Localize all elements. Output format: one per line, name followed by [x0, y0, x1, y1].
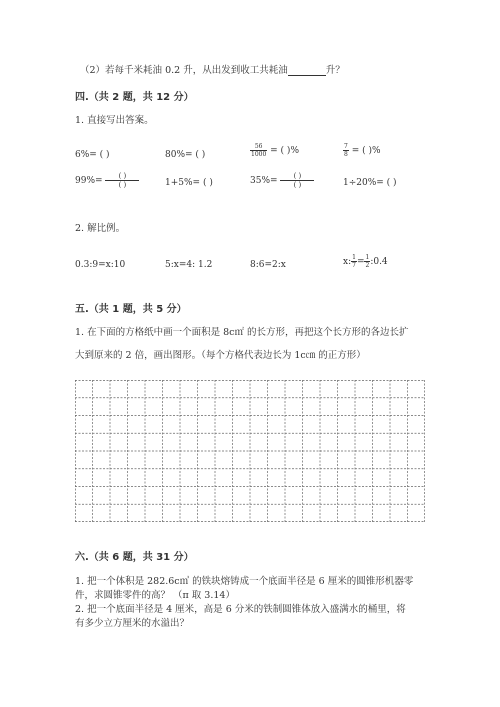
numerator: 56: [250, 143, 267, 151]
numerator-blank: ( ): [280, 172, 314, 181]
section6-q1-line2: 件，求圆锥零件的高？ （π 取 3.14）: [75, 590, 235, 601]
proportion-1: 0.3:9=x:10: [75, 260, 126, 270]
denominator: 1000: [251, 151, 267, 158]
prop-suffix: :0.4: [370, 257, 388, 267]
prop-prefix: x:: [343, 257, 352, 267]
calc-1-div-20-percent: 1÷20%= ( ): [343, 178, 397, 188]
q2-question: [80, 62, 345, 76]
section6-heading: 六.（共 6 题，共 31 分）: [75, 552, 194, 563]
calc-label: 35%=: [250, 176, 278, 186]
denominator: 2: [365, 262, 370, 269]
answer-blank[interactable]: [288, 66, 326, 76]
numerator-blank: ( ): [105, 172, 139, 181]
section6-q1-line1: 1. 把一个体积是 282.6c㎥ 的铁块熔铸成一个底面半径是 6 厘米的圆锥形机器零: [75, 576, 414, 587]
fraction: [250, 143, 267, 158]
grid-paper[interactable]: [75, 380, 425, 522]
calc-rest: = ( )%: [270, 146, 299, 156]
section4-q1-prompt: 1. 直接写出答案。: [75, 115, 154, 126]
calc-1-plus-5-percent: 1+5%= ( ): [165, 178, 213, 188]
calc-80-percent: 80%= ( ): [165, 150, 206, 160]
blank-fraction[interactable]: [280, 172, 314, 189]
numerator: 1: [352, 254, 356, 261]
denominator: 7: [352, 262, 356, 269]
calc-99-percent: [75, 172, 139, 189]
section5-heading: 五.（共 1 题，共 5 分）: [75, 304, 187, 315]
numerator: 1: [365, 254, 370, 261]
section4-heading: 四.（共 2 题，共 12 分）: [75, 92, 194, 103]
proportion-4: [343, 254, 388, 269]
proportion-2: 5:x=4: 1.2: [165, 260, 213, 270]
blank-fraction[interactable]: [105, 172, 139, 189]
q2-prefix: （2）若每千米耗油 0.2 升，从出发到收工共耗油: [80, 65, 288, 76]
section5-q1-line2: 大到原来的 2 倍，画出图形。（每个方格代表边长为 1c㎝ 的正方形）: [75, 350, 366, 361]
denominator: 8: [344, 151, 348, 158]
numerator: 7: [344, 143, 348, 150]
calc-fraction-7-8: [343, 143, 381, 158]
calc-rest: = ( )%: [351, 146, 381, 156]
section6-q2-line1: 2. 把一个底面半径是 4 厘米，高是 6 分米的铁制圆锥体放入盛满水的桶里，将: [75, 604, 406, 615]
calc-35-percent: [250, 172, 314, 189]
denominator-blank: ( ): [293, 181, 302, 189]
fraction: [343, 143, 349, 158]
proportion-3: 8:6=2:x: [250, 260, 286, 270]
calc-6-percent: 6%= ( ): [75, 150, 110, 160]
calc-fraction-56: [250, 143, 299, 158]
section4-q2-prompt: 2. 解比例。: [75, 223, 126, 234]
denominator-blank: ( ): [118, 181, 127, 189]
calc-label: 99%=: [75, 176, 103, 186]
q2-suffix: 升？: [325, 65, 345, 76]
section5-q1-line1: 1. 在下面的方格纸中画一个面积是 8c㎡ 的长方形，再把这个长方形的各边长扩: [75, 327, 409, 338]
section6-q2-line2: 有多少立方厘米的水溢出？: [75, 618, 190, 629]
equals: =: [356, 257, 365, 267]
